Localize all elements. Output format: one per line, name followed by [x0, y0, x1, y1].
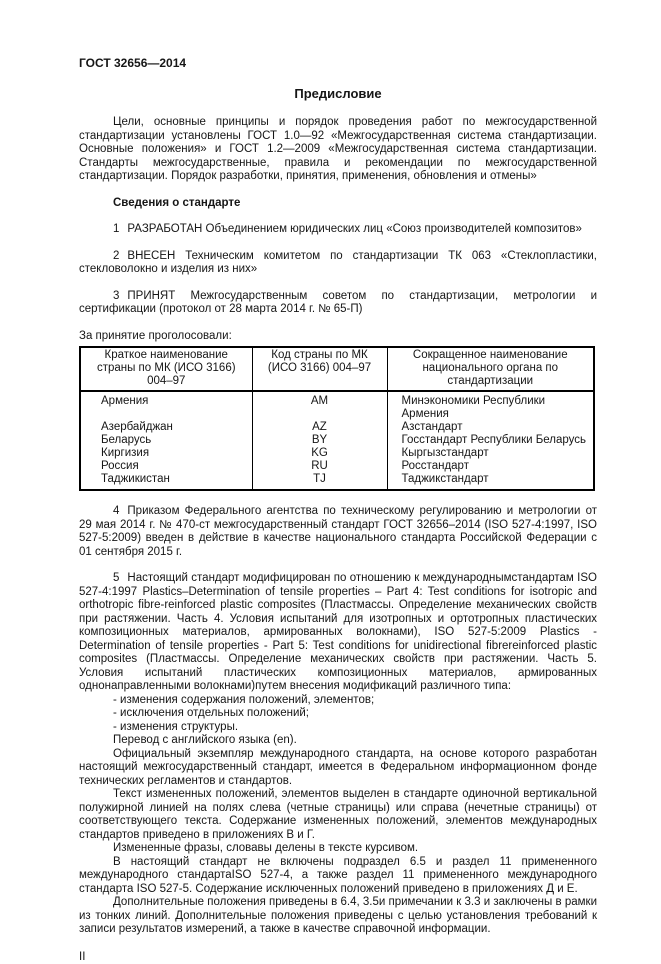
- country-cell: Армения: [80, 391, 252, 421]
- item-text: ВНЕСЕН Техническим комитетом по стандартизации ТК 063 «Стеклопластики, стекловолокно и изделия из них»: [79, 250, 597, 276]
- closing-paragraph: Официальный экземпляр международного стандарта, на основе которого разработан настоящий межгосударственный стандарт, имеется в Федеральном информационном фонде технических регламентов и стандартов.: [79, 748, 597, 789]
- item-text: ПРИНЯТ Межгосударственным советом по стандартизации, метрологии и сертификации (протокол от 28 марта 2014 г. № 65-П): [79, 290, 597, 316]
- item-text: РАЗРАБОТАН Объединением юридических лиц «Союз производителей композитов»: [127, 223, 582, 235]
- closing-paragraph: В настоящий стандарт не включены подраздел 6.5 и раздел 11 примененного международного стандартаISO 527-4, а также раздел 11 примененного международного стандарта ISO 527-5. Содержание исключенных положений приведено в приложениях Д и Е.: [79, 856, 597, 897]
- body-cell: Таджикстандарт: [387, 473, 594, 490]
- doc-number: ГОСТ 32656—2014: [79, 57, 597, 71]
- mod-list-item: - изменения содержания положений, элементов;: [79, 694, 597, 708]
- mod-list-item: - изменения структуры.: [79, 721, 597, 735]
- standard-info-item-5: [79, 572, 597, 694]
- country-cell: Беларусь: [80, 434, 252, 447]
- closing-paragraph: Текст измененных положений, элементов выделен в стандарте одиночной вертикальной полужирной линией на полях слева (четные страницы) или справа (нечетные страницы) от соответствующего текста. Содержание измененных положений, элементов международных стандартов приведено в приложениях В и Г.: [79, 788, 597, 842]
- table-row: [80, 391, 594, 421]
- intro-paragraph: Цели, основные принципы и порядок проведения работ по межгосударственной стандартизации установлены ГОСТ 1.0—92 «Межгосударственная система стандартизации. Основные положения» и ГОСТ 1.2—2009 «Межгосударственная система стандартизации. Стандарты межгосударственные, правила и рекомендации по межгосударственной стандартизации. Порядок разработки, принятия, применения, обновления и отмены»: [79, 116, 597, 184]
- standard-info-item-3: [79, 290, 597, 317]
- code-cell: AM: [252, 391, 387, 421]
- page-number: II: [79, 951, 597, 964]
- body-cell: Азстандарт: [387, 421, 594, 434]
- item-text: Приказом Федерального агентства по техническому регулированию и метрологии от 29 мая 2014 г. № 470-ст межгосударственный стандарт ГОСТ 32656–2014 (ISO 527-4:1997, ISO 527-5:2009) введен в действие в качестве национального стандарта Российской Федерации с 01 сентября 2015 г.: [79, 505, 597, 558]
- item-number: 1: [113, 223, 119, 235]
- page-title: Предисловие: [79, 87, 597, 101]
- table-header-body: Сокращенное наименование национального органа по стандартизации: [387, 347, 594, 391]
- standard-info-item-1: [79, 223, 597, 237]
- standard-info-item-4: [79, 505, 597, 559]
- body-cell: Минэкономики Республики Армения: [387, 391, 594, 421]
- country-cell: Азербайджан: [80, 421, 252, 434]
- standard-info-heading: Сведения о стандарте: [79, 197, 597, 211]
- item-number: 3: [113, 290, 119, 302]
- table-header-row: [80, 347, 594, 391]
- item-text: Настоящий стандарт модифицирован по отношению к международнымстандартам ISO 527-4:1997 Plastics–Determination of tensile properties – Part 4: Test conditions for isotropic and orthotropic fibre-reinforced plastic composites (Пластмассы. Определение механических свойств при растяжении. Часть 4. Условия испытаний для изотропных и ортотропных пластических композиционных материалов, армированных волокнами), ISO 527-5:2009 Plastics - Determination of tensile properties - Part 5: Test conditions for unidirectional fibrereinforced plastic composites (Пластмассы. Определение механических свойств при растяжении. Часть 5. Условия испытаний пластических композиционных материалов, армированных однонаправленными волокнами)путем внесения модификаций различного типа:: [79, 572, 597, 692]
- code-cell: AZ: [252, 421, 387, 434]
- body-cell: Госстандарт Республики Беларусь: [387, 434, 594, 447]
- code-cell: TJ: [252, 473, 387, 490]
- item-number: 2: [113, 250, 119, 262]
- table-row: [80, 460, 594, 473]
- mod-list-item: - исключения отдельных положений;: [79, 707, 597, 721]
- item-number: 5: [113, 572, 119, 584]
- item-number: 4: [113, 505, 119, 517]
- body-cell: Росстандарт: [387, 460, 594, 473]
- table-header-code: Код страны по МК (ИСО 3166) 004–97: [252, 347, 387, 391]
- closing-paragraph: Измененные фразы, словавы делены в тексте курсивом.: [79, 842, 597, 856]
- table-row: [80, 421, 594, 434]
- vote-caption: За принятие проголосовали:: [79, 330, 597, 344]
- standard-info-item-2: [79, 250, 597, 277]
- table-row: [80, 447, 594, 460]
- country-cell: Россия: [80, 460, 252, 473]
- table-header-country: Краткое наименование страны по МК (ИСО 3166) 004–97: [80, 347, 252, 391]
- code-cell: BY: [252, 434, 387, 447]
- code-cell: RU: [252, 460, 387, 473]
- vote-table: [79, 346, 595, 491]
- closing-paragraph: Перевод с английского языка (en).: [79, 734, 597, 748]
- closing-paragraph: Дополнительные положения приведены в 6.4, 3.5и примечании к 3.3 и заключены в рамки из тонких линий. Дополнительные положения приведены с целью установления требований к записи результатов измерений, а также в качестве справочной информации.: [79, 896, 597, 937]
- table-row: [80, 434, 594, 447]
- country-cell: Таджикистан: [80, 473, 252, 490]
- body-cell: Кыргызстандарт: [387, 447, 594, 460]
- country-cell: Киргизия: [80, 447, 252, 460]
- table-row: [80, 473, 594, 490]
- code-cell: KG: [252, 447, 387, 460]
